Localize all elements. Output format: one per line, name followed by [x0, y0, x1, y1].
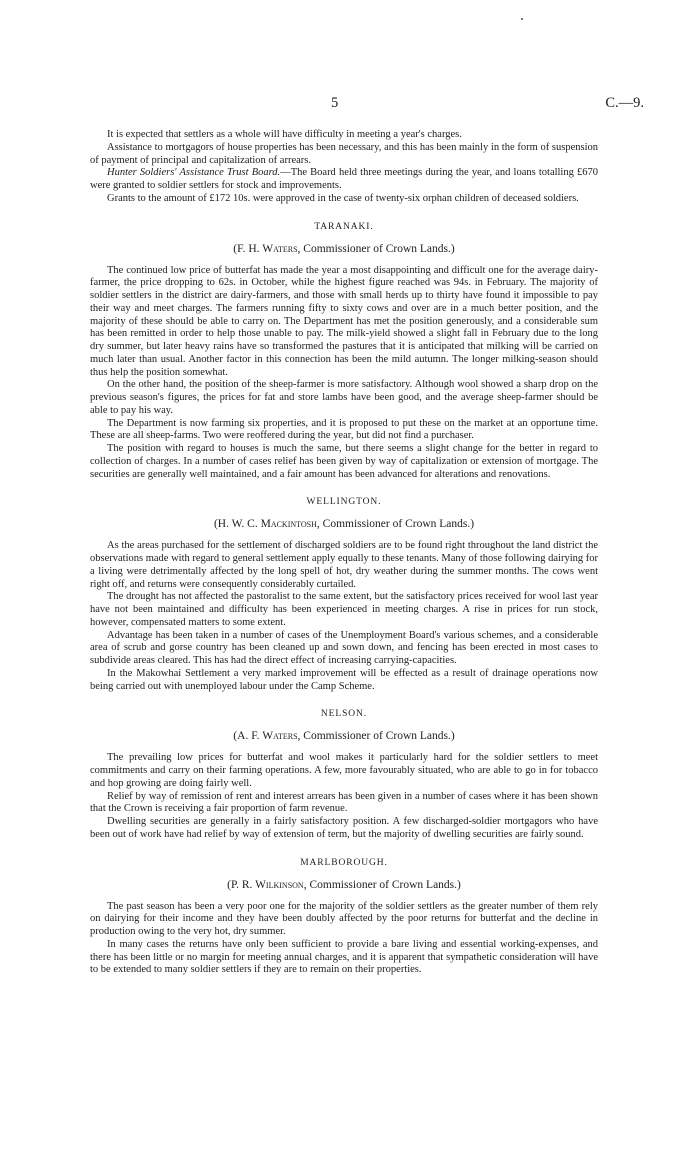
section-title-marlborough: MARLBOROUGH. [300, 857, 388, 868]
commissioner-name: F. H. Waters [237, 242, 298, 255]
paragraph: As the areas purchased for the settlement of discharged soldiers are to be found right throughout the land district the observations made with regard to general settlement apply equally to these tenants. Many of those following dairying for a living were detrimentally affected by the long spell of hot, dry weather during the summer months. The cows went right off, and returns were consequently considerably curtailed. [90, 540, 598, 590]
section-title-taranaki: TARANAKI. [314, 221, 374, 232]
paragraph: It is expected that settlers as a whole will have difficulty in meeting a year's charges. [107, 129, 462, 140]
paragraph: On the other hand, the position of the sheep-farmer is more satisfactory. Although wool showed a sharp drop on the previous season's figures, the prices for fat and store lambs have been good, and the average sheep-farmer should be able to pay his way. [90, 379, 598, 416]
paragraph: Relief by way of remission of rent and interest arrears has been given in a number of cases where it has been shown that the Crown is receiving a fair proportion of farm revenue. [90, 790, 598, 815]
paragraph: The continued low price of butterfat has made the year a most disappointing and difficult one for the average dairy-farmer, the price dropping to 62s. in October, while the highest figure reached was 94s. in February. The majority of soldier settlers in the district are dairy-farmers, and those with small herds up to thirty have found it impossible to pay their way and meet charges. The farmers running fifty to sixty cows and over are in a much better position, and the majority of these should be able to carry on. The Department has met the position generously, and a considerable sum has been remitted in order to help those unable to pay. The milk-yield showed a slight fall in February due to the long dry summer, but later heavy rains have so transformed the pastures that it is anticipated that milking will be carried on much later than usual. Another factor in this connection has been the mild autumn. The longer milking-season should thus help the position somewhat. [90, 264, 598, 378]
commissioner-name: A. F. Waters [237, 730, 298, 743]
paragraph: The past season has been a very poor one for the majority of the soldier settlers as the greater number of them rely on dairying for their income and they have been doubly affected by the poor returns for butterfat and the decline in production owing to the very hot, dry summer. [90, 900, 598, 937]
paragraph: The Department is now farming six properties, and it is proposed to put these on the market at an opportune time. These are all sheep-farms. Two were reoffered during the year, but did not find a purchaser. [90, 417, 598, 442]
commissioner-name: H. W. C. Mackintosh [217, 518, 317, 531]
paragraph: The drought has not affected the pastoralist to the same extent, but the satisfactory prices received for wool last year have not been maintained and difficulty has been experienced in meeting charges. A rise in prices for run stock, however, compensated matters to some extent. [90, 591, 598, 628]
paragraph: Advantage has been taken in a number of cases of the Unemployment Board's various schemes, and a considerable area of scrub and gorse country has been cleaned up and sown down, and fencing has been erected in most cases to subdivide areas cleared. This has had the direct effect of increasing carrying-capacities. [90, 629, 598, 666]
commissioner-line: (H. W. C. Mackintosh, Commissioner of Crown Lands.) [213, 518, 475, 531]
paragraph: Assistance to mortgagors of house properties has been necessary, and this has been mainly in the form of suspension of payment of principal and capitalization of arrears. [90, 141, 598, 166]
page-header [0, 95, 700, 115]
page-body [90, 129, 598, 977]
document-reference: C.—9. [605, 95, 644, 111]
commissioner-name: P. R. Wilkinson [230, 878, 304, 891]
page-number: 5 [331, 95, 339, 111]
section-title-wellington: WELLINGTON. [306, 497, 382, 508]
paragraph: In many cases the returns have only been sufficient to provide a bare living and essential working-expenses, and there has been little or no margin for meeting annual charges, and it is apparent that sympathetic consideration will have to be extended to many soldier settlers if they are to remain on their properties. [90, 938, 598, 976]
scan-speck [521, 18, 523, 20]
paragraph: The prevailing low prices for butterfat and wool makes it particularly hard for the soldier settlers to meet commitments and carry on their farming operations. A few, more favourably situated, who are able to go in for tobacco and hop growing are doing fairly well. [90, 752, 598, 789]
board-name: Hunter Soldiers' Assistance Trust Board. [107, 167, 281, 179]
commissioner-line: (A. F. Waters, Commissioner of Crown Lands.) [233, 730, 455, 743]
paragraph: In the Makowhai Settlement a very marked improvement will be effected as a result of drainage operations now being carried out with unemployed labour under the Camp Scheme. [90, 667, 598, 692]
section-title-nelson: NELSON. [320, 709, 368, 720]
commissioner-line: (P. R. Wilkinson, Commissioner of Crown Lands.) [227, 878, 461, 891]
paragraph: The position with regard to houses is much the same, but there seems a slight change for the better in regard to collection of charges. In a number of cases relief has been given by way of capitalization or extension of mortgage. The securities are generally well maintained, and a fair amount has been advanced for alterations and renovations. [90, 443, 598, 480]
paragraph: Hunter Soldiers' Assistance Trust Board.—The Board held three meetings during the year, and loans totalling £670 were granted to soldier settlers for stock and improvements. [90, 167, 598, 191]
paragraph: Grants to the amount of £172 10s. were approved in the case of twenty-six orphan children of deceased soldiers. [107, 192, 579, 204]
paragraph: Dwelling securities are generally in a fairly satisfactory position. A few discharged-soldier mortgagors who have been out of work have had relief by way of extension of term, but the majority of dwelling securities are fairly sound. [90, 816, 598, 840]
commissioner-line: (F. H. Waters, Commissioner of Crown Lands.) [233, 242, 455, 255]
